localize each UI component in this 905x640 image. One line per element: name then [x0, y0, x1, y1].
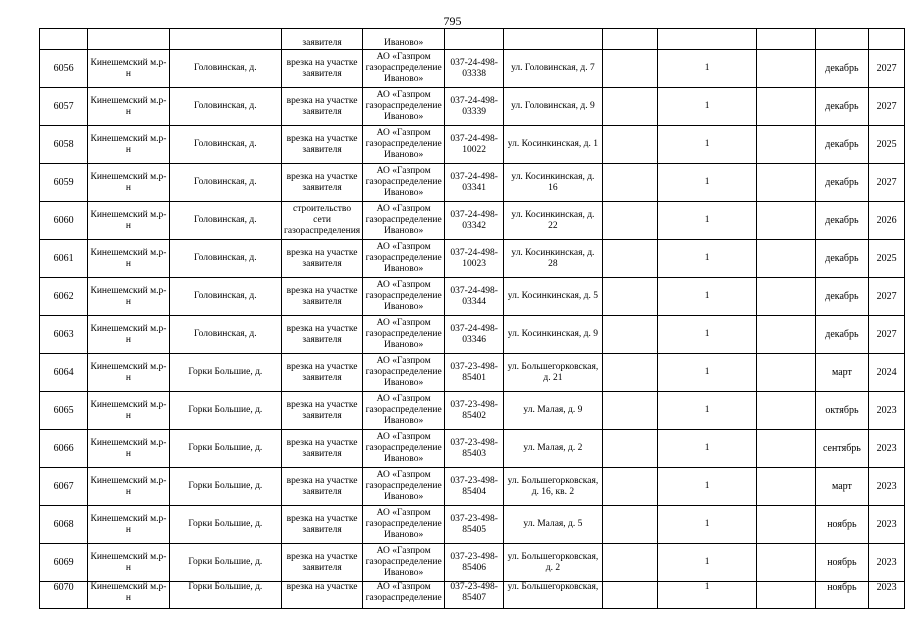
cell-blank — [602, 164, 657, 202]
cell-address: ул. Косинкинская, д. 16 — [504, 164, 602, 202]
cell-year: 2027 — [869, 316, 905, 354]
cell-qty: 1 — [658, 544, 757, 582]
cell-year — [869, 29, 905, 50]
cell-qty: 1 — [658, 88, 757, 126]
cell-blank — [757, 240, 815, 278]
cell-qty: 1 — [658, 582, 757, 609]
cell-org: АО «Газпром газораспределение Иваново» — [363, 50, 445, 88]
cell-org: АО «Газпром газораспределение Иваново» — [363, 88, 445, 126]
cell-year: 2023 — [869, 582, 905, 609]
cell-year: 2027 — [869, 50, 905, 88]
cell-locality: Горки Большие, д. — [169, 430, 281, 468]
cell-year: 2023 — [869, 544, 905, 582]
cell-locality: Головинская, д. — [169, 164, 281, 202]
cell-code: 037-23-498-85402 — [445, 392, 504, 430]
table-row-partial — [40, 29, 905, 50]
cell-method: врезка на участке заявителя — [281, 506, 362, 544]
cell-code: 037-24-498-10022 — [445, 126, 504, 164]
cell-blank — [757, 29, 815, 50]
cell-district: Кинешемский м.р-н — [88, 316, 169, 354]
cell-qty: 1 — [658, 50, 757, 88]
table-row — [40, 50, 905, 88]
cell-address: ул. Косинкинская, д. 5 — [504, 278, 602, 316]
cell-method: врезка на участке заявителя — [281, 354, 362, 392]
cell-locality: Головинская, д. — [169, 88, 281, 126]
cell-org: АО «Газпром газораспределение Иваново» — [363, 240, 445, 278]
cell-address: ул. Косинкинская, д. 22 — [504, 202, 602, 240]
table-row — [40, 392, 905, 430]
cell-year: 2027 — [869, 164, 905, 202]
cell-blank — [757, 316, 815, 354]
cell-blank — [602, 88, 657, 126]
cell-month — [815, 29, 869, 50]
cell-blank — [757, 430, 815, 468]
cell-org: АО «Газпром газораспределение Иваново» — [363, 202, 445, 240]
cell-qty: 1 — [658, 126, 757, 164]
cell-blank — [602, 29, 657, 50]
cell-locality: Горки Большие, д. — [169, 582, 281, 609]
cell-num: 6069 — [40, 544, 88, 582]
cell-district: Кинешемский м.р-н — [88, 582, 169, 609]
cell-blank — [602, 126, 657, 164]
cell-district: Кинешемский м.р-н — [88, 354, 169, 392]
cell-num: 6062 — [40, 278, 88, 316]
cell-district: Кинешемский м.р-н — [88, 506, 169, 544]
cell-month: декабрь — [815, 126, 869, 164]
cell-locality: Горки Большие, д. — [169, 392, 281, 430]
cell-code: 037-24-498-03346 — [445, 316, 504, 354]
cell-blank — [757, 126, 815, 164]
cell-locality: Горки Большие, д. — [169, 506, 281, 544]
cell-district: Кинешемский м.р-н — [88, 88, 169, 126]
cell-year: 2027 — [869, 278, 905, 316]
cell-method: врезка на участке заявителя — [281, 164, 362, 202]
cell-month: ноябрь — [815, 544, 869, 582]
cell-address: ул. Большегорковская, д. 21 — [504, 354, 602, 392]
cell-month: декабрь — [815, 240, 869, 278]
cell-year: 2024 — [869, 354, 905, 392]
cell-locality — [169, 29, 281, 50]
cell-locality: Головинская, д. — [169, 202, 281, 240]
cell-year: 2025 — [869, 240, 905, 278]
cell-month: ноябрь — [815, 582, 869, 609]
cell-qty: 1 — [658, 202, 757, 240]
cell-district: Кинешемский м.р-н — [88, 392, 169, 430]
cell-blank — [602, 392, 657, 430]
cell-blank — [757, 468, 815, 506]
cell-locality: Головинская, д. — [169, 316, 281, 354]
cell-org: Иваново» — [363, 29, 445, 50]
cell-month: декабрь — [815, 278, 869, 316]
cell-method: врезка на участке заявителя — [281, 278, 362, 316]
cell-qty: 1 — [658, 430, 757, 468]
table-row — [40, 88, 905, 126]
cell-district: Кинешемский м.р-н — [88, 50, 169, 88]
cell-blank — [602, 582, 657, 609]
cell-num: 6067 — [40, 468, 88, 506]
cell-method: врезка на участке заявителя — [281, 240, 362, 278]
gasification-table — [39, 28, 905, 609]
cell-code: 037-23-498-85407 — [445, 582, 504, 609]
table-row — [40, 506, 905, 544]
cell-org: АО «Газпром газораспределение Иваново» — [363, 430, 445, 468]
cell-blank — [757, 278, 815, 316]
cell-code: 037-23-498-85404 — [445, 468, 504, 506]
cell-month: март — [815, 354, 869, 392]
cell-address: ул. Малая, д. 9 — [504, 392, 602, 430]
cell-locality: Горки Большие, д. — [169, 354, 281, 392]
cell-address: ул. Большегорковская, д. 2 — [504, 544, 602, 582]
cell-locality: Горки Большие, д. — [169, 468, 281, 506]
cell-blank — [602, 544, 657, 582]
cell-month: декабрь — [815, 164, 869, 202]
cell-qty: 1 — [658, 354, 757, 392]
cell-code: 037-24-498-03342 — [445, 202, 504, 240]
cell-blank — [602, 354, 657, 392]
cell-qty: 1 — [658, 316, 757, 354]
cell-year: 2025 — [869, 126, 905, 164]
table-row — [40, 164, 905, 202]
cell-code: 037-23-498-85403 — [445, 430, 504, 468]
cell-num: 6056 — [40, 50, 88, 88]
cell-qty: 1 — [658, 392, 757, 430]
cell-org: АО «Газпром газораспределение Иваново» — [363, 468, 445, 506]
cell-qty: 1 — [658, 164, 757, 202]
table-row — [40, 278, 905, 316]
cell-district: Кинешемский м.р-н — [88, 468, 169, 506]
cell-method: врезка на участке заявителя — [281, 544, 362, 582]
cell-num: 6068 — [40, 506, 88, 544]
cell-address: ул. Большегорковская, — [504, 582, 602, 609]
cell-locality: Головинская, д. — [169, 240, 281, 278]
cell-address: ул. Малая, д. 5 — [504, 506, 602, 544]
cell-blank — [757, 582, 815, 609]
cell-blank — [602, 430, 657, 468]
cell-year: 2023 — [869, 392, 905, 430]
cell-qty — [658, 29, 757, 50]
cell-address: ул. Головинская, д. 7 — [504, 50, 602, 88]
table-row — [40, 544, 905, 582]
cell-num: 6057 — [40, 88, 88, 126]
cell-blank — [757, 50, 815, 88]
cell-address — [504, 29, 602, 50]
cell-year: 2026 — [869, 202, 905, 240]
table-row — [40, 582, 905, 609]
cell-blank — [602, 316, 657, 354]
cell-method: врезка на участке заявителя — [281, 316, 362, 354]
cell-org: АО «Газпром газораспределение Иваново» — [363, 316, 445, 354]
cell-qty: 1 — [658, 278, 757, 316]
cell-code: 037-24-498-03341 — [445, 164, 504, 202]
cell-method: врезка на участке — [281, 582, 362, 609]
cell-code — [445, 29, 504, 50]
cell-district: Кинешемский м.р-н — [88, 278, 169, 316]
cell-method: врезка на участке заявителя — [281, 430, 362, 468]
cell-month: декабрь — [815, 50, 869, 88]
cell-code: 037-24-498-03339 — [445, 88, 504, 126]
cell-address: ул. Косинкинская, д. 1 — [504, 126, 602, 164]
cell-org: АО «Газпром газораспределение Иваново» — [363, 278, 445, 316]
cell-district: Кинешемский м.р-н — [88, 240, 169, 278]
cell-qty: 1 — [658, 240, 757, 278]
cell-month: декабрь — [815, 202, 869, 240]
cell-month: октябрь — [815, 392, 869, 430]
cell-district: Кинешемский м.р-н — [88, 164, 169, 202]
cell-org: АО «Газпром газораспределение Иваново» — [363, 544, 445, 582]
cell-address: ул. Головинская, д. 9 — [504, 88, 602, 126]
cell-district — [88, 29, 169, 50]
table-row — [40, 468, 905, 506]
cell-locality: Горки Большие, д. — [169, 544, 281, 582]
cell-num: 6060 — [40, 202, 88, 240]
cell-blank — [602, 506, 657, 544]
cell-locality: Головинская, д. — [169, 278, 281, 316]
cell-district: Кинешемский м.р-н — [88, 544, 169, 582]
cell-org: АО «Газпром газораспределение Иваново» — [363, 354, 445, 392]
table-row — [40, 126, 905, 164]
cell-blank — [757, 544, 815, 582]
cell-blank — [757, 202, 815, 240]
cell-org: АО «Газпром газораспределение Иваново» — [363, 392, 445, 430]
cell-month: декабрь — [815, 316, 869, 354]
cell-year: 2023 — [869, 430, 905, 468]
cell-address: ул. Малая, д. 2 — [504, 430, 602, 468]
cell-method: врезка на участке заявителя — [281, 468, 362, 506]
table-body — [40, 29, 905, 609]
cell-blank — [602, 50, 657, 88]
cell-code: 037-23-498-85401 — [445, 354, 504, 392]
cell-year: 2027 — [869, 88, 905, 126]
cell-code: 037-23-498-85405 — [445, 506, 504, 544]
cell-month: сентябрь — [815, 430, 869, 468]
cell-month: декабрь — [815, 88, 869, 126]
cell-num: 6065 — [40, 392, 88, 430]
cell-blank — [757, 392, 815, 430]
cell-method: строительство сети газораспределения — [281, 202, 362, 240]
cell-org: АО «Газпром газораспределение — [363, 582, 445, 609]
cell-code: 037-24-498-03344 — [445, 278, 504, 316]
cell-code: 037-24-498-03338 — [445, 50, 504, 88]
cell-month: ноябрь — [815, 506, 869, 544]
cell-method: врезка на участке заявителя — [281, 50, 362, 88]
cell-blank — [757, 88, 815, 126]
cell-qty: 1 — [658, 468, 757, 506]
cell-qty: 1 — [658, 506, 757, 544]
cell-method: врезка на участке заявителя — [281, 392, 362, 430]
cell-district: Кинешемский м.р-н — [88, 126, 169, 164]
cell-num: 6061 — [40, 240, 88, 278]
cell-blank — [602, 468, 657, 506]
cell-num: 6064 — [40, 354, 88, 392]
cell-code: 037-23-498-85406 — [445, 544, 504, 582]
cell-code: 037-24-498-10023 — [445, 240, 504, 278]
table-row — [40, 202, 905, 240]
cell-locality: Головинская, д. — [169, 126, 281, 164]
cell-blank — [757, 164, 815, 202]
cell-blank — [757, 354, 815, 392]
cell-year: 2023 — [869, 468, 905, 506]
cell-method: врезка на участке заявителя — [281, 126, 362, 164]
cell-blank — [602, 202, 657, 240]
cell-locality: Головинская, д. — [169, 50, 281, 88]
cell-blank — [602, 240, 657, 278]
table-row — [40, 430, 905, 468]
table-row — [40, 316, 905, 354]
cell-month: март — [815, 468, 869, 506]
cell-year: 2023 — [869, 506, 905, 544]
cell-org: АО «Газпром газораспределение Иваново» — [363, 506, 445, 544]
cell-blank — [757, 506, 815, 544]
cell-num: 6063 — [40, 316, 88, 354]
cell-num: 6059 — [40, 164, 88, 202]
cell-method: врезка на участке заявителя — [281, 88, 362, 126]
cell-district: Кинешемский м.р-н — [88, 430, 169, 468]
table-row — [40, 354, 905, 392]
cell-num: 6066 — [40, 430, 88, 468]
cell-address: ул. Большегорковская, д. 16, кв. 2 — [504, 468, 602, 506]
cell-district: Кинешемский м.р-н — [88, 202, 169, 240]
cell-address: ул. Косинкинская, д. 9 — [504, 316, 602, 354]
cell-address: ул. Косинкинская, д. 28 — [504, 240, 602, 278]
table-row — [40, 240, 905, 278]
cell-method: заявителя — [281, 29, 362, 50]
cell-num: 6058 — [40, 126, 88, 164]
cell-blank — [602, 278, 657, 316]
cell-num — [40, 29, 88, 50]
cell-num: 6070 — [40, 582, 88, 609]
cell-org: АО «Газпром газораспределение Иваново» — [363, 126, 445, 164]
page-number: 795 — [443, 14, 462, 28]
cell-org: АО «Газпром газораспределение Иваново» — [363, 164, 445, 202]
